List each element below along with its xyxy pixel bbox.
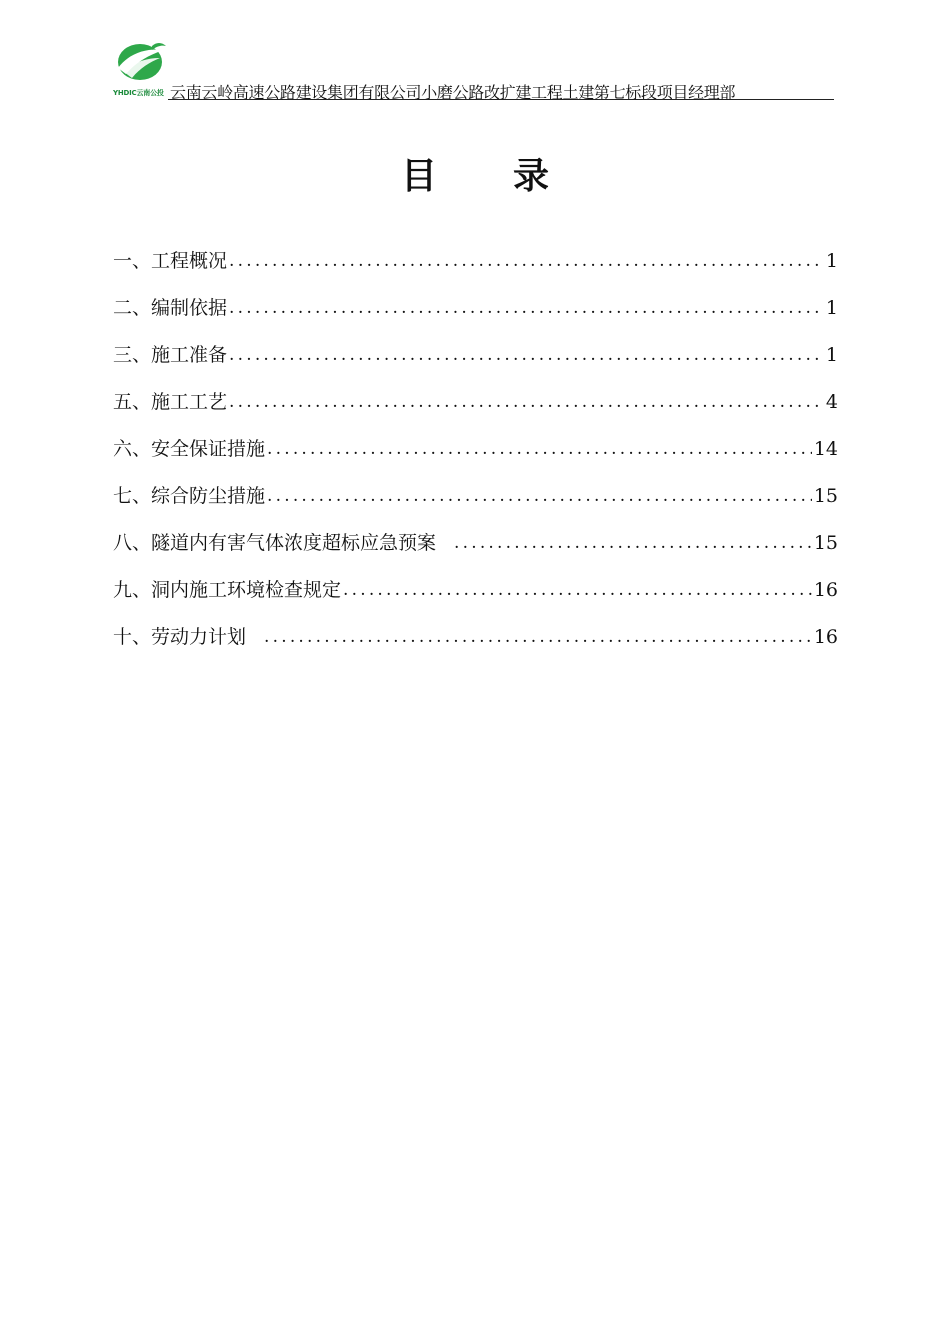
toc-entry[interactable]	[113, 622, 838, 669]
title-char-2: 录	[513, 156, 550, 197]
toc-entry[interactable]	[113, 434, 838, 481]
page-title	[0, 148, 950, 199]
toc-entry[interactable]	[113, 387, 838, 434]
toc-entry-label: 二、编制依据	[113, 297, 228, 319]
logo-emblem-icon	[112, 38, 172, 88]
toc-leader-dots	[229, 340, 824, 370]
toc-entry[interactable]	[113, 575, 838, 622]
toc-entry[interactable]	[113, 481, 838, 528]
toc-leader-dots	[229, 246, 824, 276]
toc-entry-page: 15	[813, 485, 838, 507]
toc-entry-label: 六、安全保证措施	[113, 438, 266, 460]
toc-entry[interactable]	[113, 340, 838, 387]
toc-leader-dots	[454, 528, 812, 558]
table-of-contents	[113, 246, 838, 669]
organization-name: 云南云岭高速公路建设集团有限公司小磨公路改扩建工程土建第七标段项目经理部	[170, 83, 736, 102]
toc-entry-page: 16	[813, 626, 838, 648]
toc-entry-page: 4	[825, 391, 838, 413]
logo-text: YHDIC云南公投	[113, 89, 164, 97]
toc-entry-page: 14	[813, 438, 838, 460]
toc-entry-page: 1	[825, 344, 838, 366]
toc-leader-dots	[229, 387, 824, 417]
header-divider	[168, 99, 834, 100]
company-logo	[112, 38, 172, 100]
title-char-1: 目	[400, 156, 437, 197]
toc-leader-dots	[267, 481, 812, 511]
toc-entry-page: 1	[825, 250, 838, 272]
toc-entry[interactable]	[113, 246, 838, 293]
toc-entry-page: 16	[813, 579, 838, 601]
toc-entry-label: 九、洞内施工环境检查规定	[113, 579, 342, 601]
toc-entry-label: 一、工程概况	[113, 250, 228, 272]
toc-entry-label: 七、综合防尘措施	[113, 485, 266, 507]
toc-entry-label: 五、施工工艺	[113, 391, 228, 413]
toc-entry-page: 1	[825, 297, 838, 319]
toc-entry[interactable]	[113, 528, 838, 575]
toc-entry-label: 八、隧道内有害气体浓度超标应急预案	[113, 532, 437, 554]
toc-entry-label: 三、施工准备	[113, 344, 228, 366]
toc-leader-dots	[229, 293, 824, 323]
toc-entry[interactable]	[113, 293, 838, 340]
toc-entry-page: 15	[813, 532, 838, 554]
toc-leader-dots	[343, 575, 812, 605]
toc-entry-label: 十、劳动力计划	[113, 626, 247, 648]
toc-leader-dots	[264, 622, 812, 652]
toc-leader-dots	[267, 434, 812, 464]
page-header	[112, 38, 834, 100]
